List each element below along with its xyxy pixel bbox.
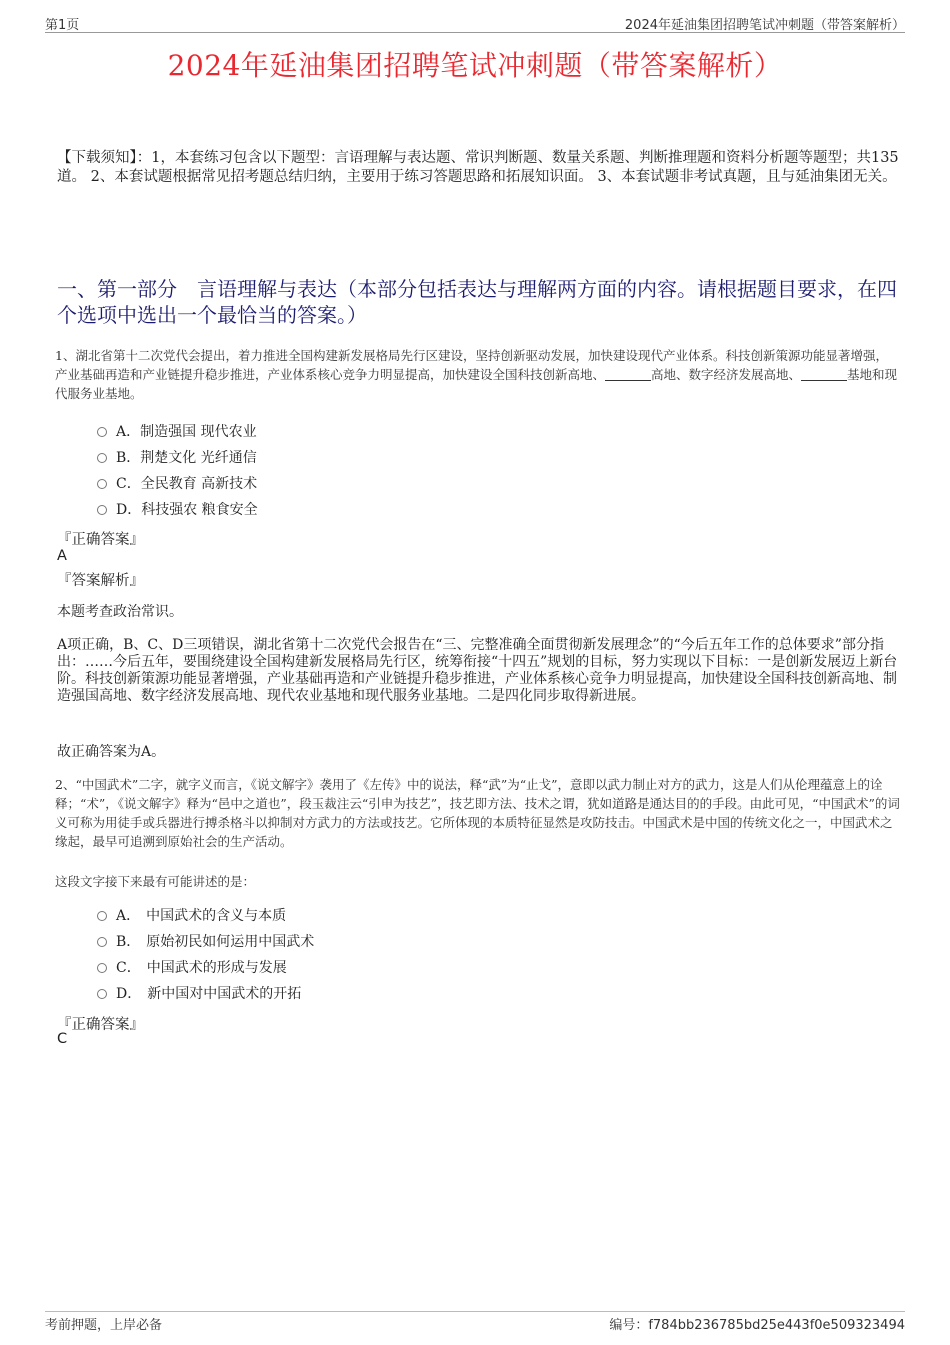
q1-answer: A <box>57 548 67 564</box>
q2-correct-answer-label: 『正确答案』 <box>57 1017 144 1033</box>
q2-option-a[interactable] <box>97 907 286 925</box>
radio-icon[interactable] <box>97 937 107 947</box>
fill-blank-2 <box>801 380 847 381</box>
option-text: 科技强农 粮食安全 <box>141 502 258 518</box>
option-text: 原始初民如何运用中国武术 <box>146 934 315 950</box>
radio-icon[interactable] <box>97 911 107 921</box>
page-number: 第1页 <box>45 18 80 33</box>
q1-option-d[interactable] <box>97 501 258 519</box>
question-1-stem-part-c: 基地和现代服务业基地。 <box>55 367 898 401</box>
option-letter: D． <box>116 502 142 518</box>
q2-option-b[interactable] <box>97 933 314 951</box>
option-letter: D． <box>116 986 142 1002</box>
footer-slogan: 考前押题，上岸必备 <box>45 1318 163 1333</box>
download-notice: 【下载须知】：1，本套练习包含以下题型：言语理解与表达题、常识判断题、数量关系题、判断推理题和资料分析题等题型；共135道。 2、本套试题根据常见招考题总结归纳，主要用于练习答题思路和拓展知识面。 3、本套试题非考试真题，且与延油集团无关。 <box>57 150 899 185</box>
radio-icon[interactable] <box>97 427 107 437</box>
option-letter: A． <box>116 908 141 924</box>
header-doc-title: 2024年延油集团招聘笔试冲刺题（带答案解析） <box>624 18 905 33</box>
q1-analysis-body: A项正确，B、C、D三项错误，湖北省第十二次党代会报告在“三、完整准确全面贯彻新发展理念”的“今后五年工作的总体要求”部分指出：……今后五年，要围绕建设全国构建新发展格局先行区，统筹衔接“十四五”规划的目标，努力实现以下目标：一是创新发展迈上新台阶。科技创新策源功能显著增强，产业基础再造和产业链提升稳步推进，产业体系核心竞争力明显提高，加快建设全国科技创新高地、制造强国高地、数字经济发展高地、现代农业基地和现代服务业基地。二是四化同步取得新进展。 <box>57 637 898 704</box>
q1-option-c[interactable] <box>97 475 257 493</box>
option-letter: C． <box>116 960 141 976</box>
q1-analysis-label: 『答案解析』 <box>57 573 144 589</box>
q1-option-a[interactable] <box>97 423 257 441</box>
radio-icon[interactable] <box>97 505 107 515</box>
section-heading: 一、第一部分 言语理解与表达（本部分包括表达与理解两方面的内容。请根据题目要求，在四个选项中选出一个最恰当的答案。） <box>57 277 897 327</box>
question-2-stem: 2、“中国武术”二字，就字义而言，《说文解字》袭用了《左传》中的说法，释“武”为“止戈”，意即以武力制止对方的武力，这是人们从伦理蕴意上的诠释；“术”，《说文解字》释为“邑中之道也”，段玉裁注云“引申为技艺”，技艺即方法、技术之谓，犹如道路是通达目的的手段。由此可见，“中国武术”的词义可称为用徒手或兵器进行搏杀格斗以抑制对方武力的方法或技艺。它所体现的本质特征显然是攻防技击。中国武术是中国的传统文化之一，中国武术之缘起，最早可追溯到原始社会的生产活动。 <box>55 777 900 849</box>
question-1-stem-part-b: 高地、数字经济发展高地、 <box>651 367 802 382</box>
q1-analysis-conclusion: 故正确答案为A。 <box>57 744 166 760</box>
radio-icon[interactable] <box>97 453 107 463</box>
radio-icon[interactable] <box>97 989 107 999</box>
option-letter: B． <box>116 450 141 466</box>
question-1-stem <box>55 346 900 403</box>
radio-icon[interactable] <box>97 479 107 489</box>
header-rule <box>45 32 905 33</box>
radio-icon[interactable] <box>97 963 107 973</box>
fill-blank-1 <box>605 380 651 381</box>
option-letter: B． <box>116 934 141 950</box>
footer-rule <box>45 1311 905 1312</box>
footer-code: 编号：f784bb236785bd25e443f0e509323494 <box>609 1318 905 1333</box>
option-text: 荆楚文化 光纤通信 <box>140 450 257 466</box>
option-text: 制造强国 现代农业 <box>140 424 257 440</box>
option-letter: C． <box>116 476 141 492</box>
question-1-stem-part-a: 1、湖北省第十二次党代会提出，着力推进全国构建新发展格局先行区建设，坚持创新驱动发展，加快建设现代产业体系。科技创新策源功能显著增强，产业基础再造和产业链提升稳步推进，产业体系核心竞争力明显提高，加快建设全国科技创新高地、 <box>55 348 888 382</box>
q1-option-b[interactable] <box>97 449 257 467</box>
option-text: 新中国对中国武术的开拓 <box>147 986 302 1002</box>
option-text: 全民教育 高新技术 <box>140 476 258 492</box>
q2-option-c[interactable] <box>97 959 287 977</box>
option-text: 中国武术的含义与本质 <box>146 908 287 924</box>
q2-option-d[interactable] <box>97 985 301 1003</box>
q1-correct-answer-label: 『正确答案』 <box>57 532 144 548</box>
page-title: 2024年延油集团招聘笔试冲刺题（带答案解析） <box>167 49 783 82</box>
option-text: 中国武术的形成与发展 <box>146 960 287 976</box>
q1-analysis-intro: 本题考查政治常识。 <box>57 604 183 620</box>
q2-answer: C <box>57 1031 68 1047</box>
option-letter: A． <box>116 424 141 440</box>
question-2-prompt: 这段文字接下来最有可能讲述的是： <box>55 874 256 889</box>
